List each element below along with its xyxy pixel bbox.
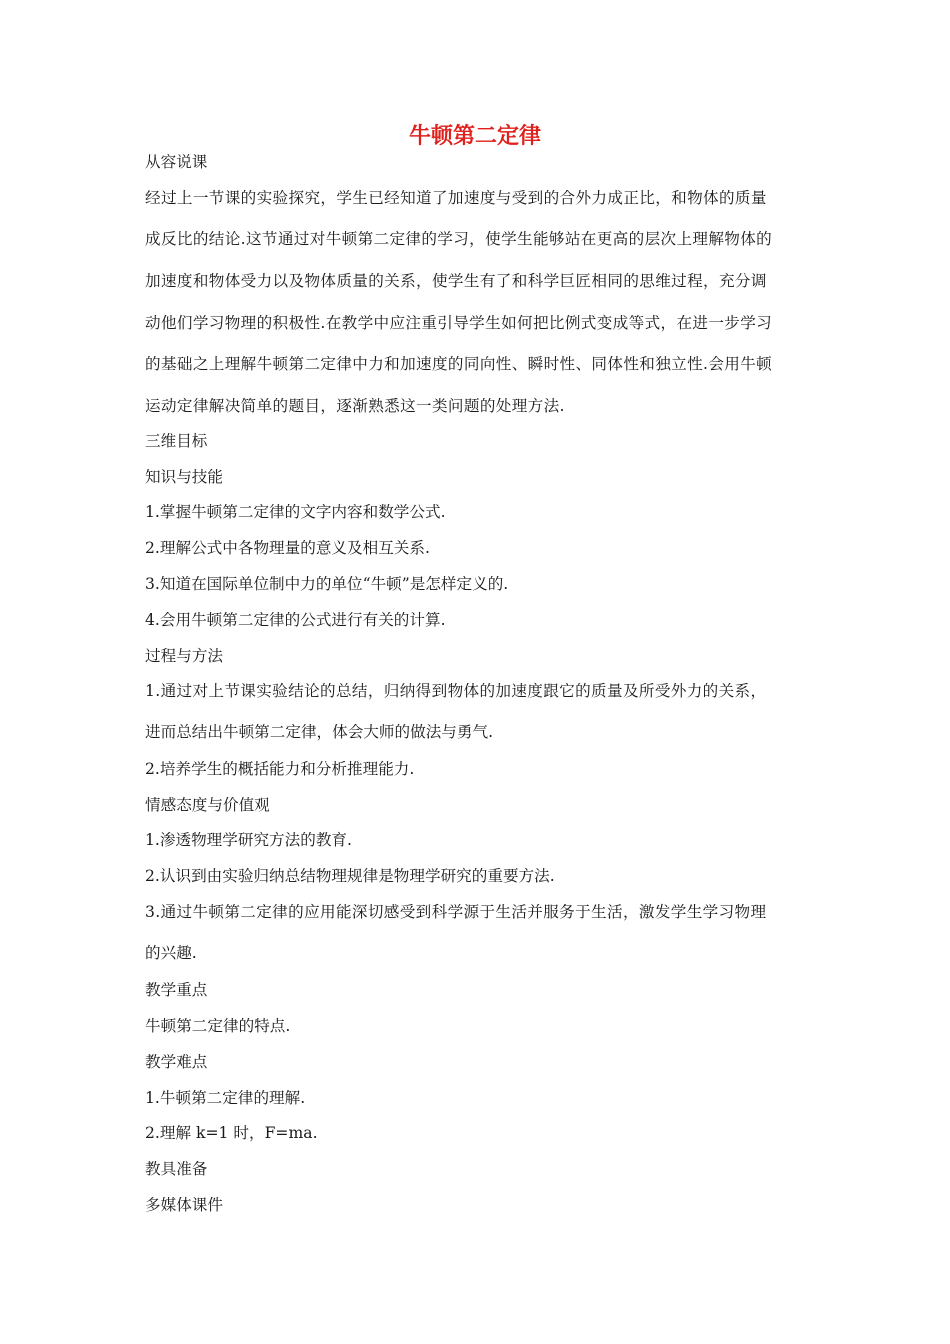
list-item: 1.牛顿第二定律的理解. — [145, 1089, 306, 1107]
list-item: 1.通过对上节课实验结论的总结，归纳得到物体的加速度跟它的质量及所受外力的关系， — [145, 682, 767, 700]
section-heading-focus: 教学重点 — [145, 981, 208, 999]
subsection-heading-process: 过程与方法 — [145, 647, 223, 665]
paragraph-line: 经过上一节课的实验探究，学生已经知道了加速度与受到的合外力成正比，和物体的质量 — [145, 189, 767, 207]
list-item: 2.认识到由实验归纳总结物理规律是物理学研究的重要方法. — [145, 867, 555, 885]
section-heading-shuoke: 从容说课 — [145, 153, 208, 171]
section-heading-goals: 三维目标 — [145, 432, 208, 450]
list-item: 3.通过牛顿第二定律的应用能深切感受到科学源于生活并服务于生活，激发学生学习物理 — [145, 903, 767, 921]
paragraph-line: 运动定律解决简单的题目，逐渐熟悉这一类问题的处理方法. — [145, 397, 565, 415]
paragraph-line: 加速度和物体受力以及物体质量的关系，使学生有了和科学巨匠相同的思维过程，充分调 — [145, 272, 767, 290]
list-item: 2.培养学生的概括能力和分析推理能力. — [145, 760, 415, 778]
list-item: 3.知道在国际单位制中力的单位“牛顿”是怎样定义的. — [145, 575, 509, 593]
text-line: 多媒体课件 — [145, 1196, 223, 1214]
subsection-heading-attitude: 情感态度与价值观 — [145, 796, 270, 814]
section-heading-difficulty: 教学难点 — [145, 1053, 208, 1071]
text-line: 牛顿第二定律的特点. — [145, 1017, 291, 1035]
paragraph-line: 动他们学习物理的积极性.在教学中应注重引导学生如何把比例式变成等式，在进一步学习 — [145, 314, 773, 332]
list-item-continuation: 的兴趣. — [145, 944, 197, 962]
paragraph-line: 的基础之上理解牛顿第二定律中力和加速度的同向性、瞬时性、同体性和独立性.会用牛顿 — [145, 355, 773, 373]
list-item: 4.会用牛顿第二定律的公式进行有关的计算. — [145, 611, 446, 629]
section-heading-tools: 教具准备 — [145, 1160, 208, 1178]
list-item: 2.理解公式中各物理量的意义及相互关系. — [145, 539, 430, 557]
paragraph-line: 成反比的结论.这节通过对牛顿第二定律的学习，使学生能够站在更高的层次上理解物体的 — [145, 230, 773, 248]
list-item: 1.掌握牛顿第二定律的文字内容和数学公式. — [145, 503, 446, 521]
list-item-continuation: 进而总结出牛顿第二定律，体会大师的做法与勇气. — [145, 723, 494, 741]
document-title: 牛顿第二定律 — [408, 124, 541, 149]
subsection-heading-knowledge: 知识与技能 — [145, 468, 223, 486]
list-item: 1.渗透物理学研究方法的教育. — [145, 831, 352, 849]
list-item: 2.理解 k=1 时，F=ma. — [145, 1124, 318, 1142]
